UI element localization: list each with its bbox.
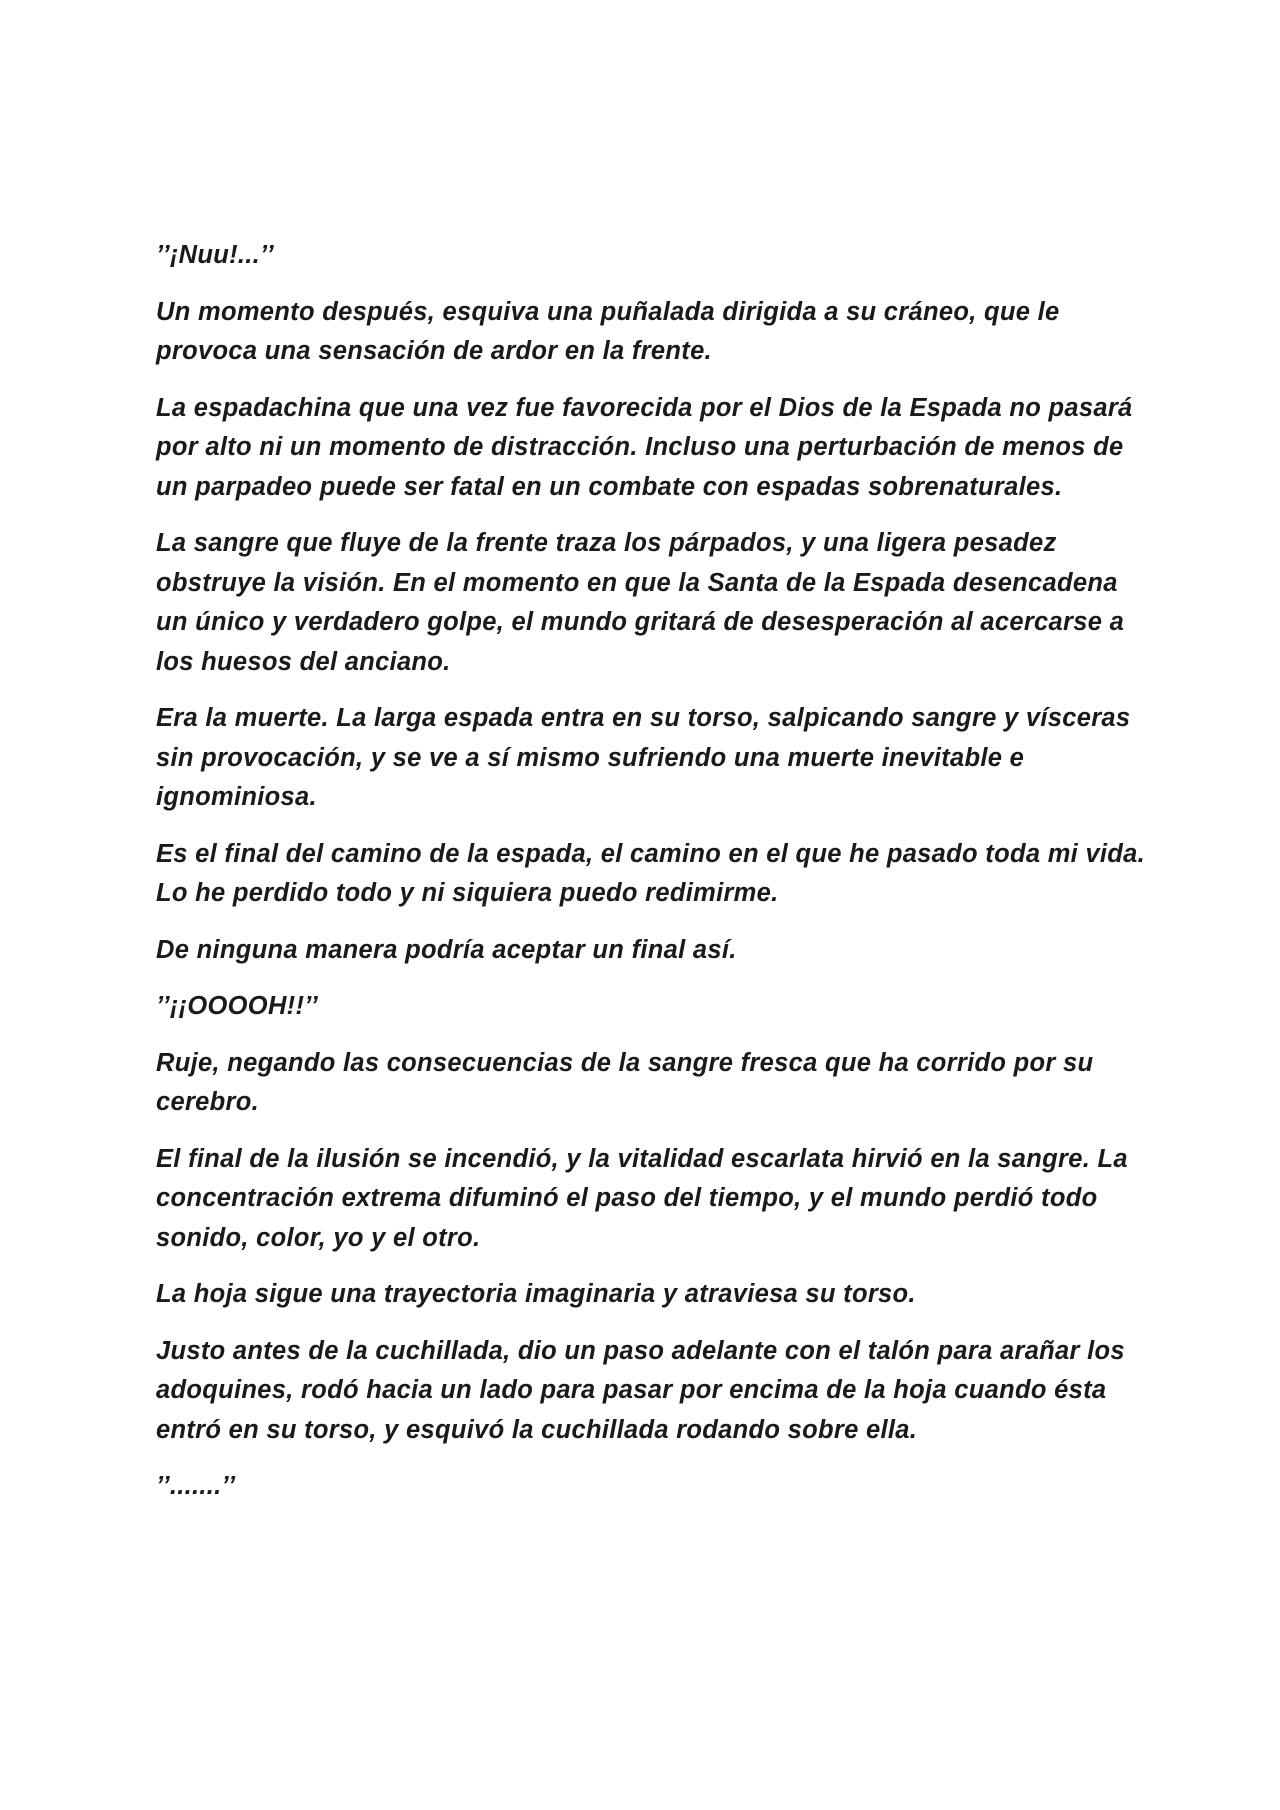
paragraph-9: Ruje, negando las consecuencias de la sangre fresca que ha corrido por su cerebro.	[156, 1048, 1094, 1116]
paragraph-3: La espadachina que una vez fue favorecida por el Dios de la Espada no pasará por alto ni un momento de distracción. Incluso una perturbación de menos de un parpadeo puede ser fatal en un combate con espadas sobrenaturales.	[156, 393, 1133, 501]
paragraph-10: El final de la ilusión se incendió, y la vitalidad escarlata hirvió en la sangre. La concentración extrema difuminó el paso del tiempo, y el mundo perdió todo sonido, color, yo y el otro.	[156, 1144, 1128, 1252]
body-text	[156, 236, 1156, 1524]
paragraph-12: Justo antes de la cuchillada, dio un paso adelante con el talón para arañar los adoquines, rodó hacia un lado para pasar por encima de la hoja cuando ésta entró en su torso, y esquivó la cuchillada rodando sobre ella.	[156, 1336, 1125, 1444]
paragraph-13: ’’.......’’	[156, 1472, 236, 1500]
paragraph-8: ’’¡¡OOOOH!!’’	[156, 992, 319, 1020]
paragraph-6: Es el final del camino de la espada, el camino en el que he pasado toda mi vida. Lo he perdido todo y ni siquiera puedo redimirme.	[156, 839, 1146, 907]
paragraph-1: ’’¡Nuu!...’’	[156, 241, 274, 269]
paragraph-4: La sangre que fluye de la frente traza los párpados, y una ligera pesadez obstruye la visión. En el momento en que la Santa de la Espada desencadena un único y verdadero golpe, el mundo gritará de desesperación al acercarse a los huesos del anciano.	[156, 529, 1125, 676]
paragraph-11: La hoja sigue una trayectoria imaginaria y atraviesa su torso.	[156, 1280, 916, 1308]
paragraph-2: Un momento después, esquiva una puñalada dirigida a su cráneo, que le provoca una sensación de ardor en la frente.	[156, 297, 1060, 365]
paragraph-7: De ninguna manera podría aceptar un final así.	[156, 935, 737, 964]
paragraph-5: Era la muerte. La larga espada entra en su torso, salpicando sangre y vísceras sin provocación, y se ve a sí mismo sufriendo una muerte inevitable e ignominiosa.	[156, 704, 1131, 811]
